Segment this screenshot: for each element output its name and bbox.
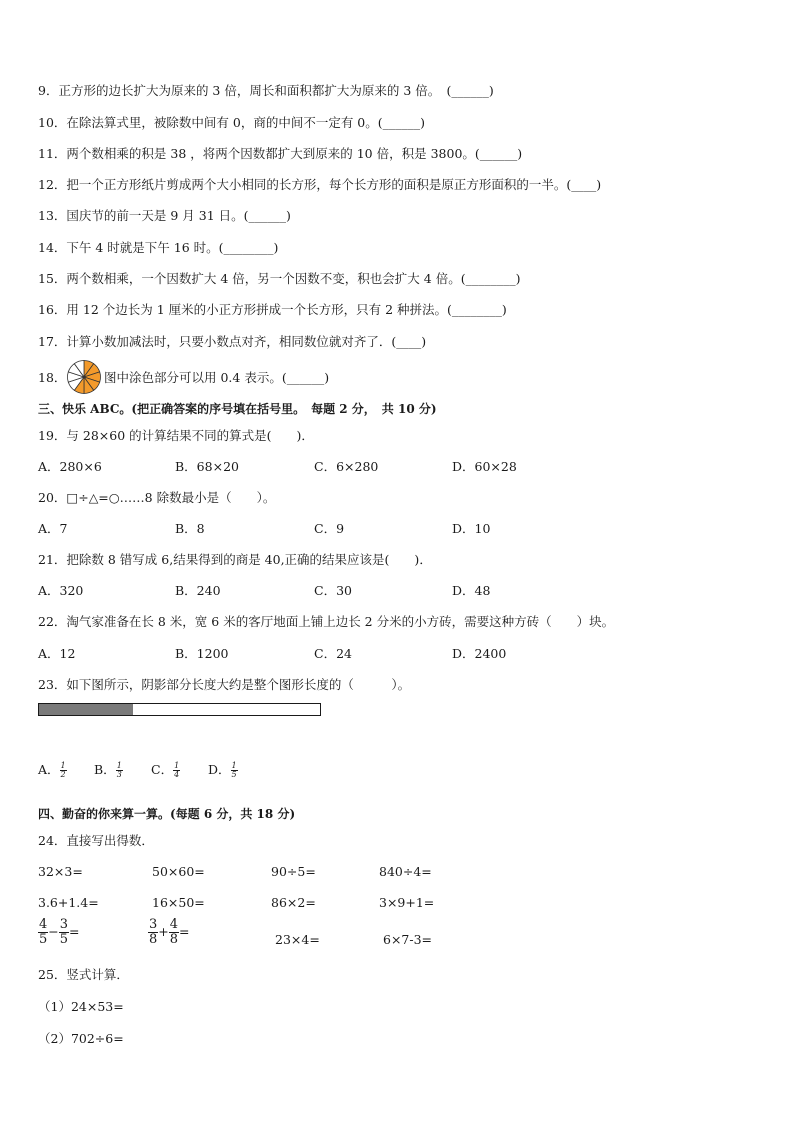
option-d: D．10 — [452, 521, 491, 536]
option-c: C．9 — [314, 521, 345, 536]
question-number: 11． — [38, 146, 67, 161]
question-text: 国庆节的前一天是 9 月 31 日。(______) — [66, 208, 291, 223]
question-number: 14． — [38, 240, 67, 255]
fraction — [148, 918, 158, 947]
denominator: 8 — [169, 932, 179, 947]
question-number: 18． — [38, 370, 67, 385]
question-13 — [38, 208, 291, 224]
option-a: A．7 — [38, 521, 68, 536]
question-number: 24． — [38, 833, 67, 848]
numerator: 1 — [174, 761, 180, 770]
question-text: 把除数 8 错写成 6,结果得到的商是 40,正确的结果应该是( )． — [66, 552, 432, 567]
question-number: 12． — [38, 177, 67, 192]
calc-item: 840÷4= — [379, 864, 432, 879]
option-b: B．68×20 — [175, 459, 239, 474]
question-text: 计算小数加减法时，只要小数点对齐，相同数位就对齐了．(____) — [66, 334, 427, 349]
question-11 — [38, 146, 522, 162]
calc-item: 50×60= — [152, 864, 205, 879]
calc-item: 32×3= — [38, 864, 83, 879]
question-number: 19． — [38, 428, 67, 443]
question-text: 淘气家准备在长 8 米，宽 6 米的客厅地面上铺上边长 2 分米的小方砖，需要这种方砖（ ）块。 — [66, 614, 615, 629]
question-number: 15． — [38, 271, 67, 286]
length-bar — [38, 703, 321, 716]
fraction — [60, 762, 67, 779]
sub-question-1: （1）24×53= — [38, 999, 124, 1014]
option-a: A．12 — [38, 646, 76, 661]
operator: + — [158, 924, 169, 939]
question-text: 如下图所示，阴影部分长度大约是整个图形长度的（ ）。 — [66, 677, 411, 692]
pie-diagram — [66, 359, 102, 395]
question-22 — [38, 614, 614, 630]
option-c — [151, 762, 180, 779]
option-a: A．320 — [38, 583, 84, 598]
denominator: 3 — [116, 770, 122, 779]
question-number: 17． — [38, 334, 67, 349]
calc-item: 6×7-3= — [383, 932, 433, 947]
question-text: 在除法算式里，被除数中间有 0，商的中间不一定有 0。(______) — [66, 115, 426, 130]
denominator: 5 — [39, 932, 48, 947]
fraction — [169, 918, 179, 947]
question-17 — [38, 334, 426, 350]
question-text: 竖式计算． — [66, 967, 129, 982]
numerator: 4 — [169, 917, 179, 932]
option-d: D．48 — [452, 583, 491, 598]
option-c: C．24 — [314, 646, 352, 661]
option-a: A．280×6 — [38, 459, 102, 474]
option-b: B．8 — [175, 521, 205, 536]
denominator: 4 — [174, 770, 180, 779]
calc-item: 3.6+1.4= — [38, 895, 99, 910]
denominator: 5 — [231, 770, 237, 779]
option-label: B． — [94, 762, 116, 777]
option-b: B．1200 — [175, 646, 229, 661]
option-c: C．6×280 — [314, 459, 379, 474]
question-21 — [38, 552, 432, 568]
option-label: D． — [208, 762, 231, 777]
question-text: 两个数相乘的积是 38 ，将两个因数都扩大到原来的 10 倍，积是 3800。(______) — [66, 146, 523, 161]
question-20 — [38, 490, 275, 506]
question-number: 23． — [38, 677, 67, 692]
operator: − — [48, 924, 59, 939]
question-number: 22． — [38, 614, 67, 629]
calc-item: 3×9+1= — [379, 895, 435, 910]
option-label: C． — [151, 762, 174, 777]
numerator: 3 — [149, 917, 158, 932]
option-label: A． — [38, 762, 60, 777]
fraction-calc-item — [38, 918, 80, 947]
question-text: 直接写出得数． — [66, 833, 154, 848]
question-number: 9． — [38, 83, 59, 98]
fraction — [116, 762, 123, 779]
denominator: 2 — [60, 770, 66, 779]
option-c: C．30 — [314, 583, 352, 598]
option-d — [208, 762, 238, 779]
question-number: 25． — [38, 967, 67, 982]
question-text: 把一个正方形纸片剪成两个大小相同的长方形，每个长方形的面积是原正方形面积的一半。(____) — [66, 177, 602, 192]
question-number: 13． — [38, 208, 67, 223]
section-3-title: 三、快乐 ABC。(把正确答案的序号填在括号里。 每题 2 分， 共 10 分) — [38, 402, 437, 416]
section-4-title: 四、勤奋的你来算一算。(每题 6 分，共 18 分) — [38, 807, 296, 821]
calc-item: 16×50= — [152, 895, 205, 910]
question-24 — [38, 833, 154, 849]
option-d: D．2400 — [452, 646, 507, 661]
question-number: 16． — [38, 302, 67, 317]
option-a — [38, 762, 67, 779]
numerator: 1 — [116, 761, 122, 770]
question-15 — [38, 271, 520, 287]
option-b: B．240 — [175, 583, 221, 598]
equals: = — [179, 924, 190, 939]
option-b — [94, 762, 123, 779]
equals: = — [69, 924, 80, 939]
question-18-text: 图中涂色部分可以用 0.4 表示。(______) — [104, 370, 330, 385]
calc-item: 90÷5= — [271, 864, 316, 879]
question-number: 21． — [38, 552, 67, 567]
fraction-calc-item — [148, 918, 190, 947]
calc-item: 23×4= — [275, 932, 320, 947]
numerator: 3 — [59, 917, 69, 932]
denominator: 5 — [59, 932, 69, 947]
question-18 — [38, 370, 66, 386]
numerator: 1 — [60, 761, 66, 770]
question-text: 下午 4 时就是下午 16 时。(________) — [66, 240, 279, 255]
question-10 — [38, 115, 425, 131]
numerator: 4 — [39, 917, 48, 932]
question-number: 20． — [38, 490, 67, 505]
fraction — [231, 762, 238, 779]
fraction — [38, 918, 48, 947]
fraction — [173, 762, 180, 779]
question-19 — [38, 428, 314, 444]
denominator: 8 — [149, 932, 158, 947]
question-9 — [38, 83, 494, 99]
fraction — [59, 918, 69, 947]
sub-question-2: （2）702÷6= — [38, 1031, 124, 1046]
question-12 — [38, 177, 601, 193]
question-16 — [38, 302, 507, 318]
numerator: 1 — [231, 761, 237, 770]
question-text: 正方形的边长扩大为原来的 3 倍，周长和面积都扩大为原来的 3 倍。 (______) — [58, 83, 494, 98]
question-text: 两个数相乘，一个因数扩大 4 倍，另一个因数不变，积也会扩大 4 倍。(________) — [66, 271, 521, 286]
question-text: 与 28×60 的计算结果不同的算式是( )． — [66, 428, 314, 443]
shaded-part — [39, 704, 133, 715]
question-number: 10． — [38, 115, 67, 130]
question-23 — [38, 677, 410, 693]
question-14 — [38, 240, 278, 256]
calc-item: 86×2= — [271, 895, 316, 910]
question-text: □÷△=○……8 除数最小是（ ）。 — [66, 490, 276, 505]
question-25 — [38, 967, 129, 983]
option-d: D．60×28 — [452, 459, 517, 474]
question-text: 用 12 个边长为 1 厘米的小正方形拼成一个长方形，只有 2 种拼法。(________) — [66, 302, 507, 317]
